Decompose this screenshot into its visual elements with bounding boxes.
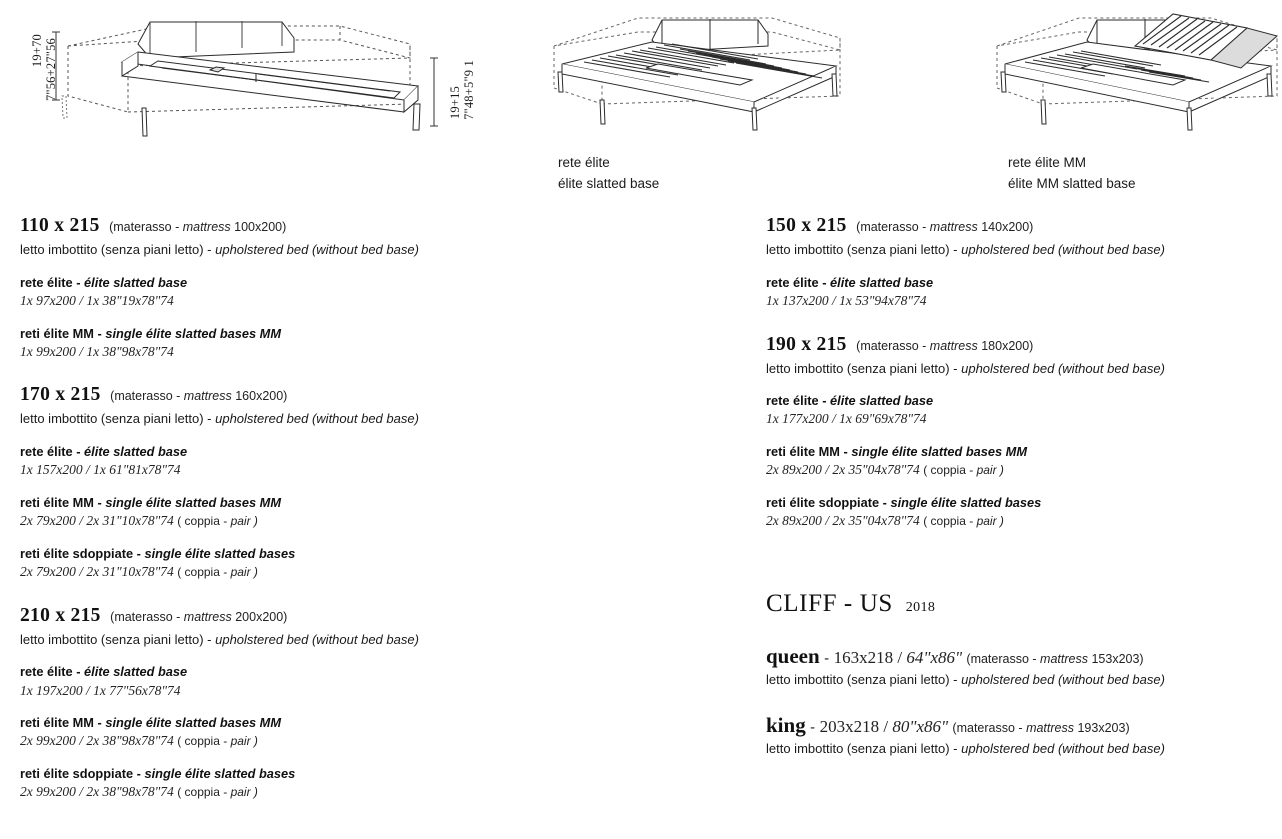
mattress-label-it: (materasso - [110,389,181,404]
pair-note [923,463,1004,477]
subtitle-it: letto imbottito (senza piani letto) - [20,242,212,257]
mattress-label-en: mattress [1026,720,1074,735]
size-block [766,334,1266,530]
option-title [766,392,1266,409]
option-title-en: élite slatted base [84,664,188,680]
mattress-label-it: (materasso - [110,609,181,624]
mattress-value: 100x200) [234,220,287,234]
pair-note [177,785,258,799]
mattress-label-it: (materasso - [856,220,927,234]
subtitle-en: upholstered bed (without bed base) [961,740,1165,756]
subtitle-en: upholstered bed (without bed base) [215,242,419,257]
us-size-subtitle [766,741,1266,756]
pair-note [177,514,258,528]
option-title [20,494,720,511]
subtitle-it: letto imbottito (senza piani letto) - [766,740,958,756]
dims-value: 2x 89x200 / 2x 35"04x78"74 [766,513,920,529]
elite-mm-slatted-base-drawing [985,4,1282,144]
size-mattress-note [109,220,286,234]
mattress-label-it: (materasso - [952,720,1023,735]
us-mattress-note [952,721,1129,735]
option-title [20,714,720,731]
us-mattress-note [966,652,1143,666]
option-dimensions [20,732,720,750]
dimension-label-left-height: 19+70 [30,34,44,68]
us-title-year: 2018 [905,599,936,615]
size-subtitle [20,410,720,428]
option-title [20,765,720,782]
option-title-en: single élite slatted bases MM [105,715,282,731]
size-title: 110 x 215 [20,215,100,236]
dimension-label-right-inches: 7"48+5"9 1 [462,60,476,120]
pair-note [177,565,258,579]
pair-en: pair ) [976,463,1004,478]
option-entry [20,663,720,699]
option-title-it: rete élite - [20,444,81,460]
us-dim-cm: 163x218 / [833,647,903,667]
subtitle-en: upholstered bed (without bed base) [961,360,1165,376]
option-entry [20,443,720,479]
option-dimensions: 1x 177x200 / 1x 69"69x78"74 [766,411,927,427]
option-title-en: single élite slatted bases [144,545,296,561]
us-dash: - [810,718,816,736]
pair-note [177,734,258,748]
option-title-en: single élite slatted bases MM [105,495,282,510]
us-size-name: king [766,712,806,737]
size-title: 210 x 215 [20,604,101,626]
option-title-en: single élite slatted bases MM [105,325,282,341]
us-size-name: queen [766,643,820,668]
option-dimensions [766,512,1266,530]
option-entry [766,392,1266,428]
size-block [766,215,1266,310]
us-size-block [766,713,1266,756]
option-title-it: reti élite sdoppiate - [20,766,141,782]
pair-it: ( coppia - [923,463,974,478]
subtitle-it: letto imbottito (senza piani letto) - [20,631,212,647]
mattress-label-en: mattress [182,220,231,234]
us-size-heading-row [766,713,1266,738]
option-title-en: single élite slatted bases [144,766,296,782]
us-dash: - [824,649,830,667]
subtitle-it: letto imbottito (senza piani letto) - [766,360,958,376]
caption-it: rete élite [558,155,610,170]
mattress-value: 180x200) [981,338,1034,353]
size-title: 170 x 215 [20,384,101,406]
us-dim-inch: 80"x86" [892,716,949,736]
subtitle-en: upholstered bed (without bed base) [961,671,1165,687]
option-entry [766,274,1266,310]
option-dimensions [20,512,720,530]
size-heading-row [766,215,1266,237]
mattress-label-it: (materasso - [966,651,1037,666]
size-title: 150 x 215 [766,215,847,236]
subtitle-en: upholstered bed (without bed base) [961,242,1165,257]
option-title [20,545,720,562]
option-title [20,443,720,460]
size-heading-row [20,384,720,406]
mattress-label-en: mattress [1040,651,1088,666]
us-section-title [766,590,1266,618]
dims-value: 2x 99x200 / 2x 38"98x78"74 [20,733,174,749]
pair-it: ( coppia - [177,785,228,800]
option-dimensions [766,461,1266,479]
pair-en: pair ) [230,785,258,800]
pair-en: pair ) [230,734,258,749]
option-title-it: reti élite MM - [20,325,102,341]
size-mattress-note [110,610,287,624]
subtitle-en: upholstered bed (without bed base) [215,411,419,427]
option-title [766,443,1266,460]
option-title-it: reti élite sdoppiate - [766,495,887,510]
option-title [20,325,720,342]
option-title-it: rete élite - [20,274,81,290]
us-size-dims [820,717,953,736]
pair-en: pair ) [230,564,258,579]
option-entry [20,325,720,361]
size-subtitle [20,241,720,259]
size-title: 190 x 215 [766,333,847,355]
dims-value: 2x 79x200 / 2x 31"10x78"74 [20,563,174,579]
size-heading-row [766,334,1266,356]
dims-value: 2x 99x200 / 2x 38"98x78"74 [20,784,174,800]
us-size-subtitle [766,672,1266,687]
bed-perspective-drawing [10,0,476,160]
option-title-en: élite slatted base [830,393,934,409]
option-title-it: rete élite - [20,664,81,680]
size-subtitle [766,360,1266,378]
size-block [20,215,720,360]
option-dimensions: 1x 137x200 / 1x 53"94x78"74 [766,292,927,308]
dims-value: 2x 79x200 / 2x 31"10x78"74 [20,513,174,529]
option-entry [20,494,720,530]
option-entry [766,494,1266,530]
caption-en: élite slatted base [558,175,660,191]
us-sizes-section [766,590,1266,756]
option-title-it: reti élite MM - [20,715,102,731]
option-title-en: élite slatted base [830,274,934,290]
us-title-text: CLIFF - US [766,589,893,617]
option-entry [766,443,1266,479]
elite-slatted-base-drawing [540,4,870,144]
right-specifications-column [766,215,1266,756]
dimension-label-right-height: 19+15 [448,86,462,120]
pair-en: pair ) [230,514,258,529]
mattress-value: 153x203) [1091,651,1144,666]
technical-drawings-band [0,0,1282,200]
size-heading-row [20,215,720,237]
us-dim-cm: 203x218 / [819,716,889,736]
mattress-value: 200x200) [235,609,288,624]
option-title-it: reti élite sdoppiate - [20,545,141,561]
option-title [20,663,720,680]
us-size-heading-row [766,644,1266,669]
mattress-label-en: mattress [183,389,232,404]
option-title-en: élite slatted base [84,274,188,290]
option-title-it: rete élite - [766,393,827,409]
size-subtitle [766,241,1266,259]
option-title [766,274,1266,291]
mattress-label-it: (materasso - [856,338,927,353]
size-mattress-note [856,339,1033,353]
us-size-dims [834,648,967,667]
option-dimensions: 1x 99x200 / 1x 38"98x78"74 [20,343,174,359]
option-title [20,274,720,291]
us-dim-inch: 64"x86" [906,647,963,667]
size-mattress-note [110,389,287,403]
caption-it: rete élite MM [1008,155,1087,170]
dimension-label-left-inches: 7"56+27"56 [44,38,58,102]
option-entry [20,545,720,581]
size-block [20,384,720,580]
subtitle-en: upholstered bed (without bed base) [215,631,419,647]
subtitle-it: letto imbottito (senza piani letto) - [766,671,958,687]
left-specifications-column [20,215,720,801]
option-title-it: rete élite - [766,274,827,290]
option-entry [20,274,720,310]
option-title-en: single élite slatted bases MM [851,444,1028,460]
option-dimensions: 1x 157x200 / 1x 61"81x78"74 [20,462,181,478]
pair-it: ( coppia - [177,734,228,749]
mattress-value: 140x200) [981,220,1034,234]
option-title-it: reti élite MM - [766,444,848,460]
option-dimensions: 1x 97x200 / 1x 38"19x78"74 [20,292,174,308]
mattress-value: 193x203) [1077,720,1130,735]
option-title-it: reti élite MM - [20,495,102,510]
option-dimensions: 1x 197x200 / 1x 77"56x78"74 [20,682,181,698]
option-entry [20,765,720,801]
caption-elite-slatted-base [558,153,659,194]
size-subtitle [20,631,720,649]
pair-it: ( coppia - [177,564,228,579]
option-entry [20,714,720,750]
option-title-en: single élite slatted bases [890,495,1042,510]
pair-en: pair ) [976,514,1004,529]
mattress-label-en: mattress [929,338,978,353]
pair-it: ( coppia - [923,514,974,529]
size-mattress-note [856,220,1033,234]
option-title [766,494,1266,511]
us-size-block [766,644,1266,687]
pair-it: ( coppia - [177,514,228,529]
size-heading-row [20,605,720,627]
subtitle-it: letto imbottito (senza piani letto) - [766,242,958,257]
mattress-label-en: mattress [929,220,978,234]
mattress-label-it: (materasso - [109,220,180,234]
caption-en: élite MM slatted base [1008,175,1136,191]
option-dimensions [20,563,720,581]
caption-elite-mm-slatted-base [1008,153,1136,194]
option-dimensions [20,783,720,801]
size-block [20,605,720,801]
subtitle-it: letto imbottito (senza piani letto) - [20,411,212,427]
mattress-value: 160x200) [235,389,288,404]
pair-note [923,514,1004,528]
mattress-label-en: mattress [183,609,232,624]
option-title-en: élite slatted base [84,444,188,460]
dims-value: 2x 89x200 / 2x 35"04x78"74 [766,462,920,478]
